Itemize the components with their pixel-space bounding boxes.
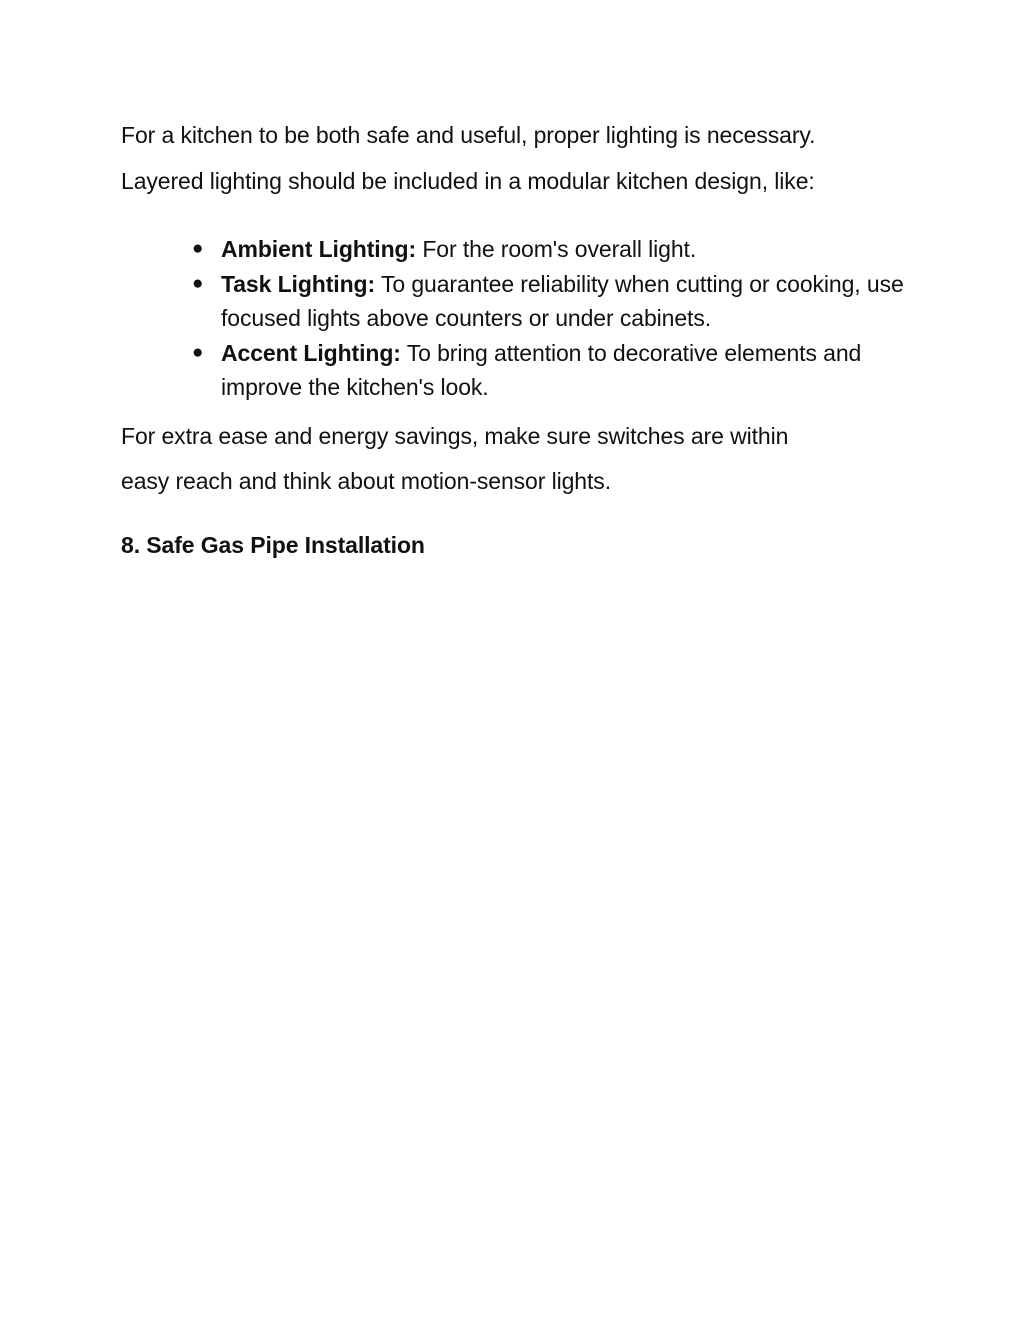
list-item-term: Task Lighting: bbox=[221, 270, 376, 297]
closing-paragraph bbox=[121, 414, 911, 505]
document-content bbox=[121, 113, 911, 562]
list-item-term: Ambient Lighting: bbox=[221, 236, 417, 262]
lighting-types-list bbox=[121, 232, 911, 405]
list-item bbox=[121, 336, 911, 405]
intro-line-1: For a kitchen to be both safe and useful, proper lighting is necessary. bbox=[121, 122, 816, 148]
list-item-term: Accent Lighting: bbox=[221, 339, 401, 366]
list-item-text: To guarantee reliability when cutting or cooking, use focused lights above counters or under cabinets. bbox=[221, 270, 904, 331]
bullet-icon: ● bbox=[192, 238, 204, 259]
closing-line-1: For extra ease and energy savings, make sure switches are within bbox=[121, 422, 789, 449]
intro-paragraph bbox=[121, 113, 911, 204]
section-heading: 8. Safe Gas Pipe Installation bbox=[121, 531, 425, 558]
bullet-icon: ● bbox=[192, 341, 204, 363]
list-item-text: For the room's overall light. bbox=[422, 236, 697, 262]
intro-line-2: Layered lighting should be included in a modular kitchen design, like: bbox=[121, 167, 815, 194]
list-item bbox=[121, 232, 911, 267]
bullet-icon: ● bbox=[192, 272, 204, 294]
list-item bbox=[121, 267, 911, 336]
closing-line-2: easy reach and think about motion-sensor lights. bbox=[121, 468, 611, 494]
list-item-text: To bring attention to decorative elements and improve the kitchen's look. bbox=[221, 339, 862, 400]
